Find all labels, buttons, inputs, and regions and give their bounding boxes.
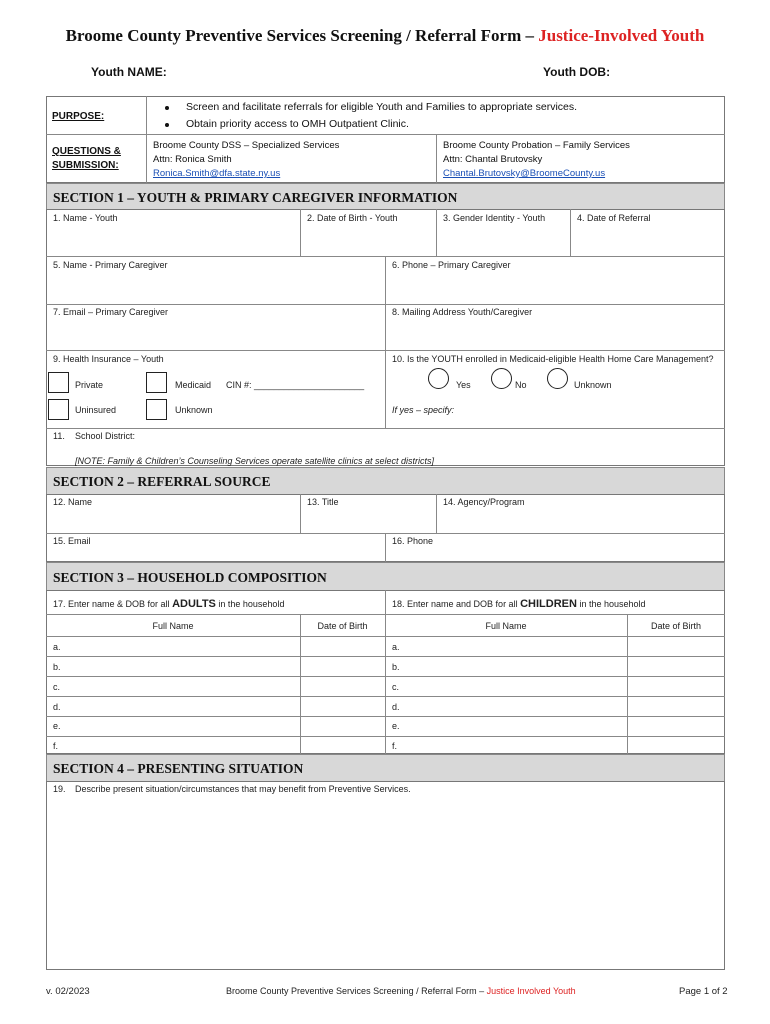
field-referrer-phone[interactable]: 16. Phone	[392, 536, 434, 546]
col-header-adult-name: Full Name	[152, 621, 194, 631]
cin-field[interactable]: CIN #: ______________________	[226, 380, 365, 390]
field-email-caregiver[interactable]: 7. Email – Primary Caregiver	[53, 307, 169, 317]
label-no: No	[515, 380, 527, 390]
presenting-situation-box[interactable]	[46, 781, 725, 970]
section2-header: SECTION 2 – REFERRAL SOURCE	[46, 467, 725, 495]
adult-row[interactable]: e.	[53, 721, 61, 731]
field-agency[interactable]: 14. Agency/Program	[443, 497, 525, 507]
note-text: [NOTE: Family & Children’s Counseling Services operate satellite clinics at select districts]	[75, 456, 434, 466]
field-11-number: 11.	[53, 431, 65, 441]
field-children: 18. Enter name and DOB for all CHILDREN in the household	[392, 598, 646, 610]
field-mailing-address[interactable]: 8. Mailing Address Youth/Caregiver	[392, 307, 533, 317]
section1-header: SECTION 1 – YOUTH & PRIMARY CAREGIVER INFORMATION	[46, 183, 725, 210]
field-referrer-name[interactable]: 12. Name	[53, 497, 93, 507]
field-date-referral[interactable]: 4. Date of Referral	[577, 213, 651, 223]
field-adults: 17. Enter name & DOB for all ADULTS in the household	[53, 598, 285, 610]
page-number: Page 1 of 2	[679, 986, 728, 997]
questions-label: QUESTIONS & SUBMISSION:	[52, 146, 121, 171]
email-link-dss[interactable]: Ronica.Smith@dfa.state.ny.us	[153, 168, 281, 179]
contact-dss: Broome County DSS – Specialized Services Attn: Ronica Smith Ronica.Smith@dfa.state.ny.us	[153, 140, 340, 179]
checkbox-private[interactable]	[48, 372, 69, 393]
child-row[interactable]: f.	[392, 741, 398, 751]
page-title: Broome County Preventive Services Screening / Referral Form – Justice-Involved Youth	[65, 26, 705, 45]
label-private: Private	[75, 380, 104, 390]
section4-header: SECTION 4 – PRESENTING SITUATION	[46, 754, 725, 782]
child-row[interactable]: e.	[392, 721, 400, 731]
field-gender-youth[interactable]: 3. Gender Identity - Youth	[443, 213, 546, 223]
contact-probation: Broome County Probation – Family Services Attn: Chantal Brutovsky Chantal.Brutovsky@BroomeCounty.us	[443, 140, 630, 179]
label-radio-unknown: Unknown	[574, 380, 612, 390]
field-school-district[interactable]: School District:	[75, 431, 136, 441]
label-medicaid: Medicaid	[175, 380, 212, 390]
field-presenting-situation: Describe present situation/circumstances that may benefit from Preventive Services.	[75, 784, 411, 794]
youth-dob-label: Youth DOB:	[543, 65, 611, 79]
title-highlight: Justice-Involved Youth	[538, 26, 705, 45]
purpose-label: PURPOSE:	[52, 111, 105, 122]
field-name-youth[interactable]: 1. Name - Youth	[53, 213, 118, 223]
checkbox-uninsured[interactable]	[48, 399, 69, 420]
child-row[interactable]: c.	[392, 682, 400, 692]
child-row[interactable]: a.	[392, 642, 400, 652]
version-label: v. 02/2023	[46, 986, 90, 997]
adult-row[interactable]: d.	[53, 702, 61, 712]
purpose-bullet: Screen and facilitate referrals for eligible Youth and Families to appropriate services.	[186, 101, 578, 113]
youth-name-label: Youth NAME:	[91, 65, 167, 79]
label-uninsured: Uninsured	[75, 405, 117, 415]
if-yes-specify[interactable]: If yes – specify:	[392, 405, 455, 415]
field-phone-caregiver[interactable]: 6. Phone – Primary Caregiver	[392, 260, 511, 270]
checkbox-medicaid[interactable]	[146, 372, 167, 393]
radio-no[interactable]	[491, 368, 512, 389]
adult-row[interactable]: f.	[53, 741, 59, 751]
checkbox-unknown[interactable]	[146, 399, 167, 420]
adult-row[interactable]: a.	[53, 642, 61, 652]
field-referrer-email[interactable]: 15. Email	[53, 536, 91, 546]
field-medicaid-question: 10. Is the YOUTH enrolled in Medicaid-eligible Health Home Care Management?	[392, 354, 714, 364]
child-row[interactable]: d.	[392, 702, 400, 712]
child-row[interactable]: b.	[392, 662, 400, 672]
field-dob-youth[interactable]: 2. Date of Birth - Youth	[307, 213, 398, 223]
footer-title: Broome County Preventive Services Screening / Referral Form – Justice Involved Youth	[226, 986, 576, 996]
section3-header: SECTION 3 – HOUSEHOLD COMPOSITION	[46, 562, 725, 591]
purpose-bullet: Obtain priority access to OMH Outpatient Clinic.	[186, 118, 409, 130]
radio-unknown[interactable]	[547, 368, 568, 389]
field-referrer-title[interactable]: 13. Title	[307, 497, 339, 507]
adult-row[interactable]: c.	[53, 682, 61, 692]
field-health-insurance: 9. Health Insurance – Youth	[53, 354, 164, 364]
label-yes: Yes	[456, 380, 471, 390]
col-header-child-name: Full Name	[485, 621, 527, 631]
col-header-child-dob: Date of Birth	[650, 621, 702, 631]
email-link-probation[interactable]: Chantal.Brutovsky@BroomeCounty.us	[443, 168, 606, 179]
adult-row[interactable]: b.	[53, 662, 61, 672]
label-unknown: Unknown	[175, 405, 213, 415]
field-19-number: 19.	[53, 784, 66, 794]
radio-yes[interactable]	[428, 368, 449, 389]
field-name-caregiver[interactable]: 5. Name - Primary Caregiver	[53, 260, 168, 270]
col-header-adult-dob: Date of Birth	[317, 621, 368, 631]
